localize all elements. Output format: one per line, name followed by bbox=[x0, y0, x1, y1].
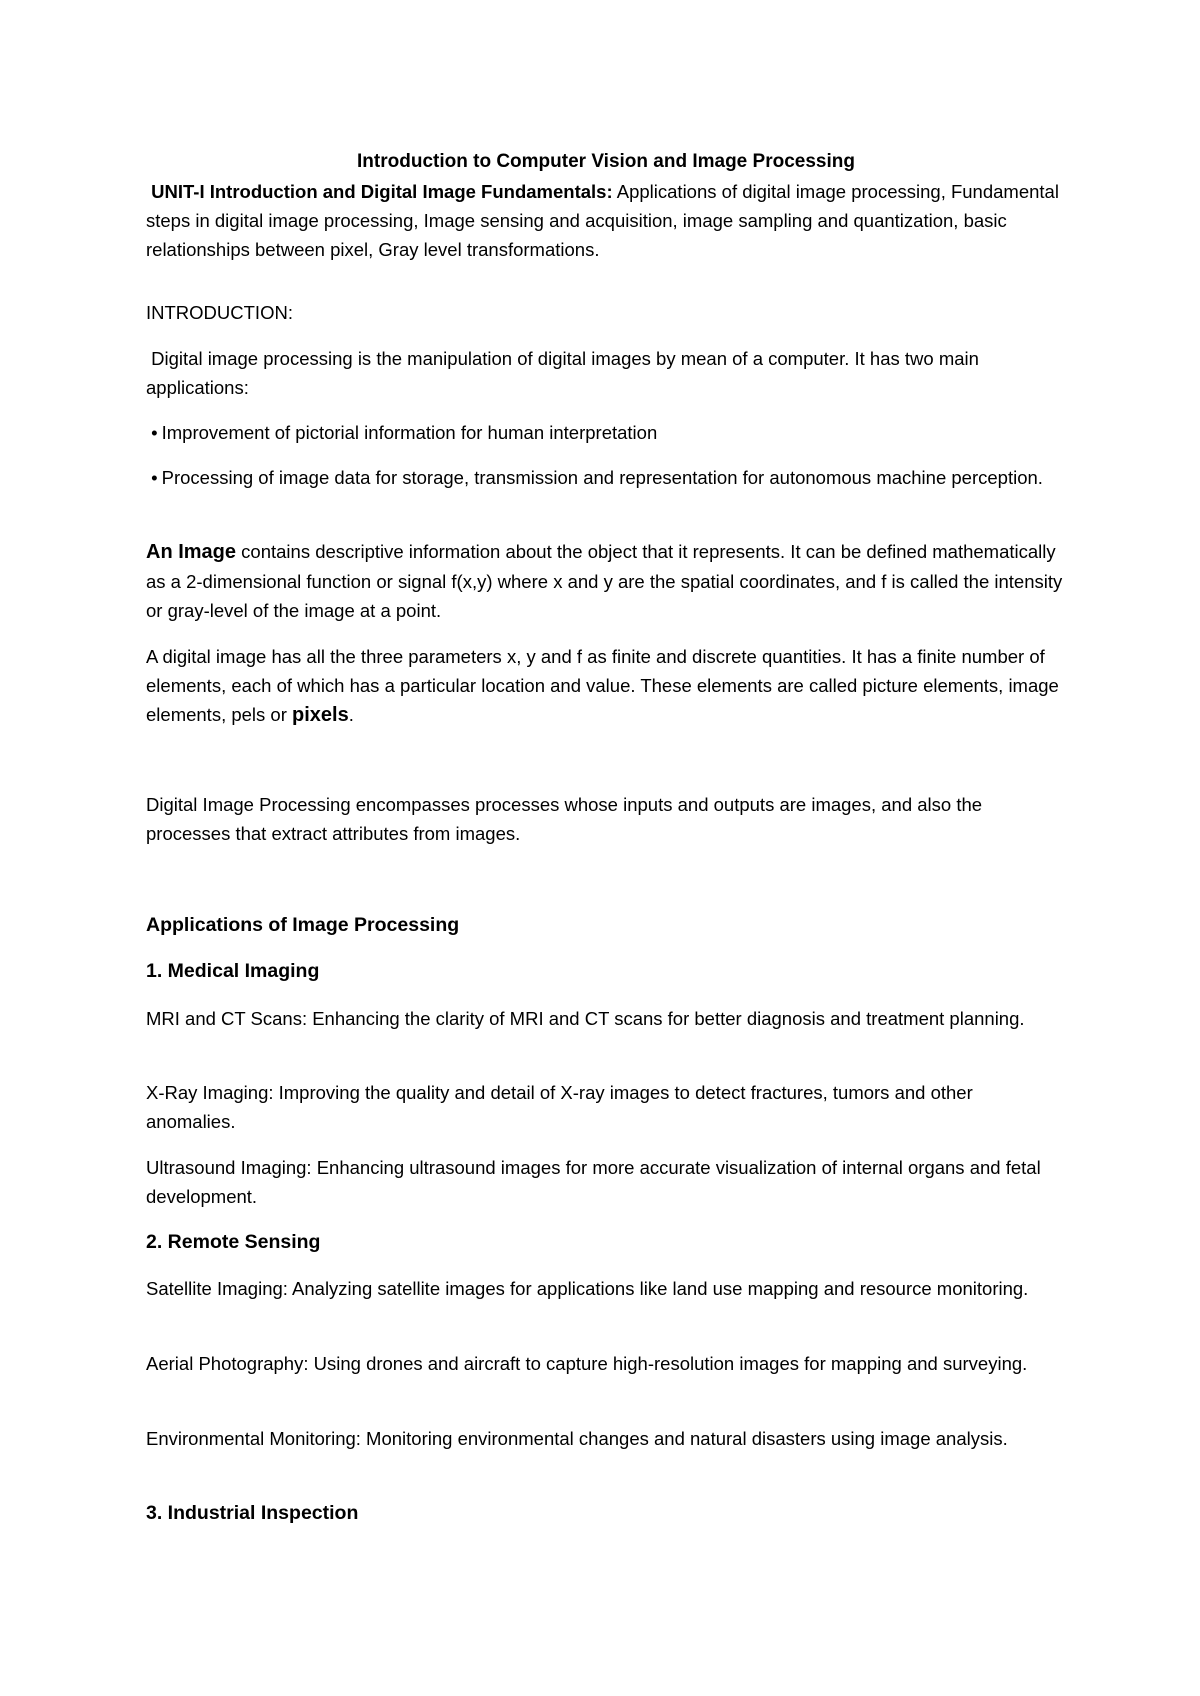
digital-image-end: . bbox=[348, 704, 354, 725]
digital-image-paragraph bbox=[146, 642, 1066, 730]
application-item: Environmental Monitoring: Monitoring environmental changes and natural disasters using image analysis. bbox=[146, 1428, 1008, 1449]
intro-paragraph bbox=[146, 344, 1066, 402]
section-heading-industrial-inspection: 3. Industrial Inspection bbox=[146, 1502, 359, 1524]
bullet-text: Processing of image data for storage, transmission and representation for autonomous machine perception. bbox=[161, 467, 1043, 488]
bullet-icon: • bbox=[151, 467, 158, 488]
application-item: X-Ray Imaging: Improving the quality and detail of X-ray images to detect fractures, tumors and other anomalies. bbox=[146, 1082, 973, 1132]
bullet-icon: • bbox=[151, 422, 158, 443]
application-item: Aerial Photography: Using drones and aircraft to capture high-resolution images for mapping and surveying. bbox=[146, 1353, 1028, 1374]
unit-paragraph bbox=[146, 177, 1066, 264]
applications-heading: Applications of Image Processing bbox=[146, 914, 460, 936]
unit-heading: UNIT-I Introduction and Digital Image Fundamentals: bbox=[151, 181, 613, 202]
digital-image-text: A digital image has all the three parameters x, y and f as finite and discrete quantities. It has a finite number of elements, each of which has a particular location and value. These elements are called picture elements, image elements, pels or bbox=[146, 646, 1059, 725]
unit-text: Applications of digital image processing, Fundamental steps in digital image processing, Image sensing and acquisition, image sampling and quantization, basic relationships between pixel, Gray level transformations. bbox=[146, 181, 1059, 260]
section-heading-remote-sensing: 2. Remote Sensing bbox=[146, 1231, 321, 1253]
pixels-term: pixels bbox=[292, 704, 349, 726]
image-definition-paragraph bbox=[146, 537, 1066, 625]
bullet-text: Improvement of pictorial information for human interpretation bbox=[161, 422, 658, 443]
image-definition-text: contains descriptive information about the object that it represents. It can be defined mathematically as a 2-dimensional function or signal f(x,y) where x and y are the spatial coordinates, and f is called the intensity or gray-level of the image at a point. bbox=[146, 541, 1063, 621]
intro-label: INTRODUCTION: bbox=[146, 302, 293, 323]
dip-paragraph: Digital Image Processing encompasses processes whose inputs and outputs are images, and also the processes that extract attributes from images. bbox=[146, 794, 983, 844]
image-definition-lead: An Image bbox=[146, 541, 237, 563]
application-item: Satellite Imaging: Analyzing satellite images for applications like land use mapping and resource monitoring. bbox=[146, 1278, 1029, 1299]
application-item: MRI and CT Scans: Enhancing the clarity of MRI and CT scans for better diagnosis and treatment planning. bbox=[146, 1008, 1025, 1029]
bullet-item bbox=[146, 418, 1066, 447]
document-title: Introduction to Computer Vision and Image Processing bbox=[357, 151, 855, 172]
bullet-item bbox=[146, 463, 1066, 492]
application-item: Ultrasound Imaging: Enhancing ultrasound images for more accurate visualization of internal organs and fetal development. bbox=[146, 1157, 1041, 1207]
section-heading-medical-imaging: 1. Medical Imaging bbox=[146, 960, 320, 982]
intro-text: Digital image processing is the manipulation of digital images by mean of a computer. It has two main applications: bbox=[146, 348, 979, 398]
